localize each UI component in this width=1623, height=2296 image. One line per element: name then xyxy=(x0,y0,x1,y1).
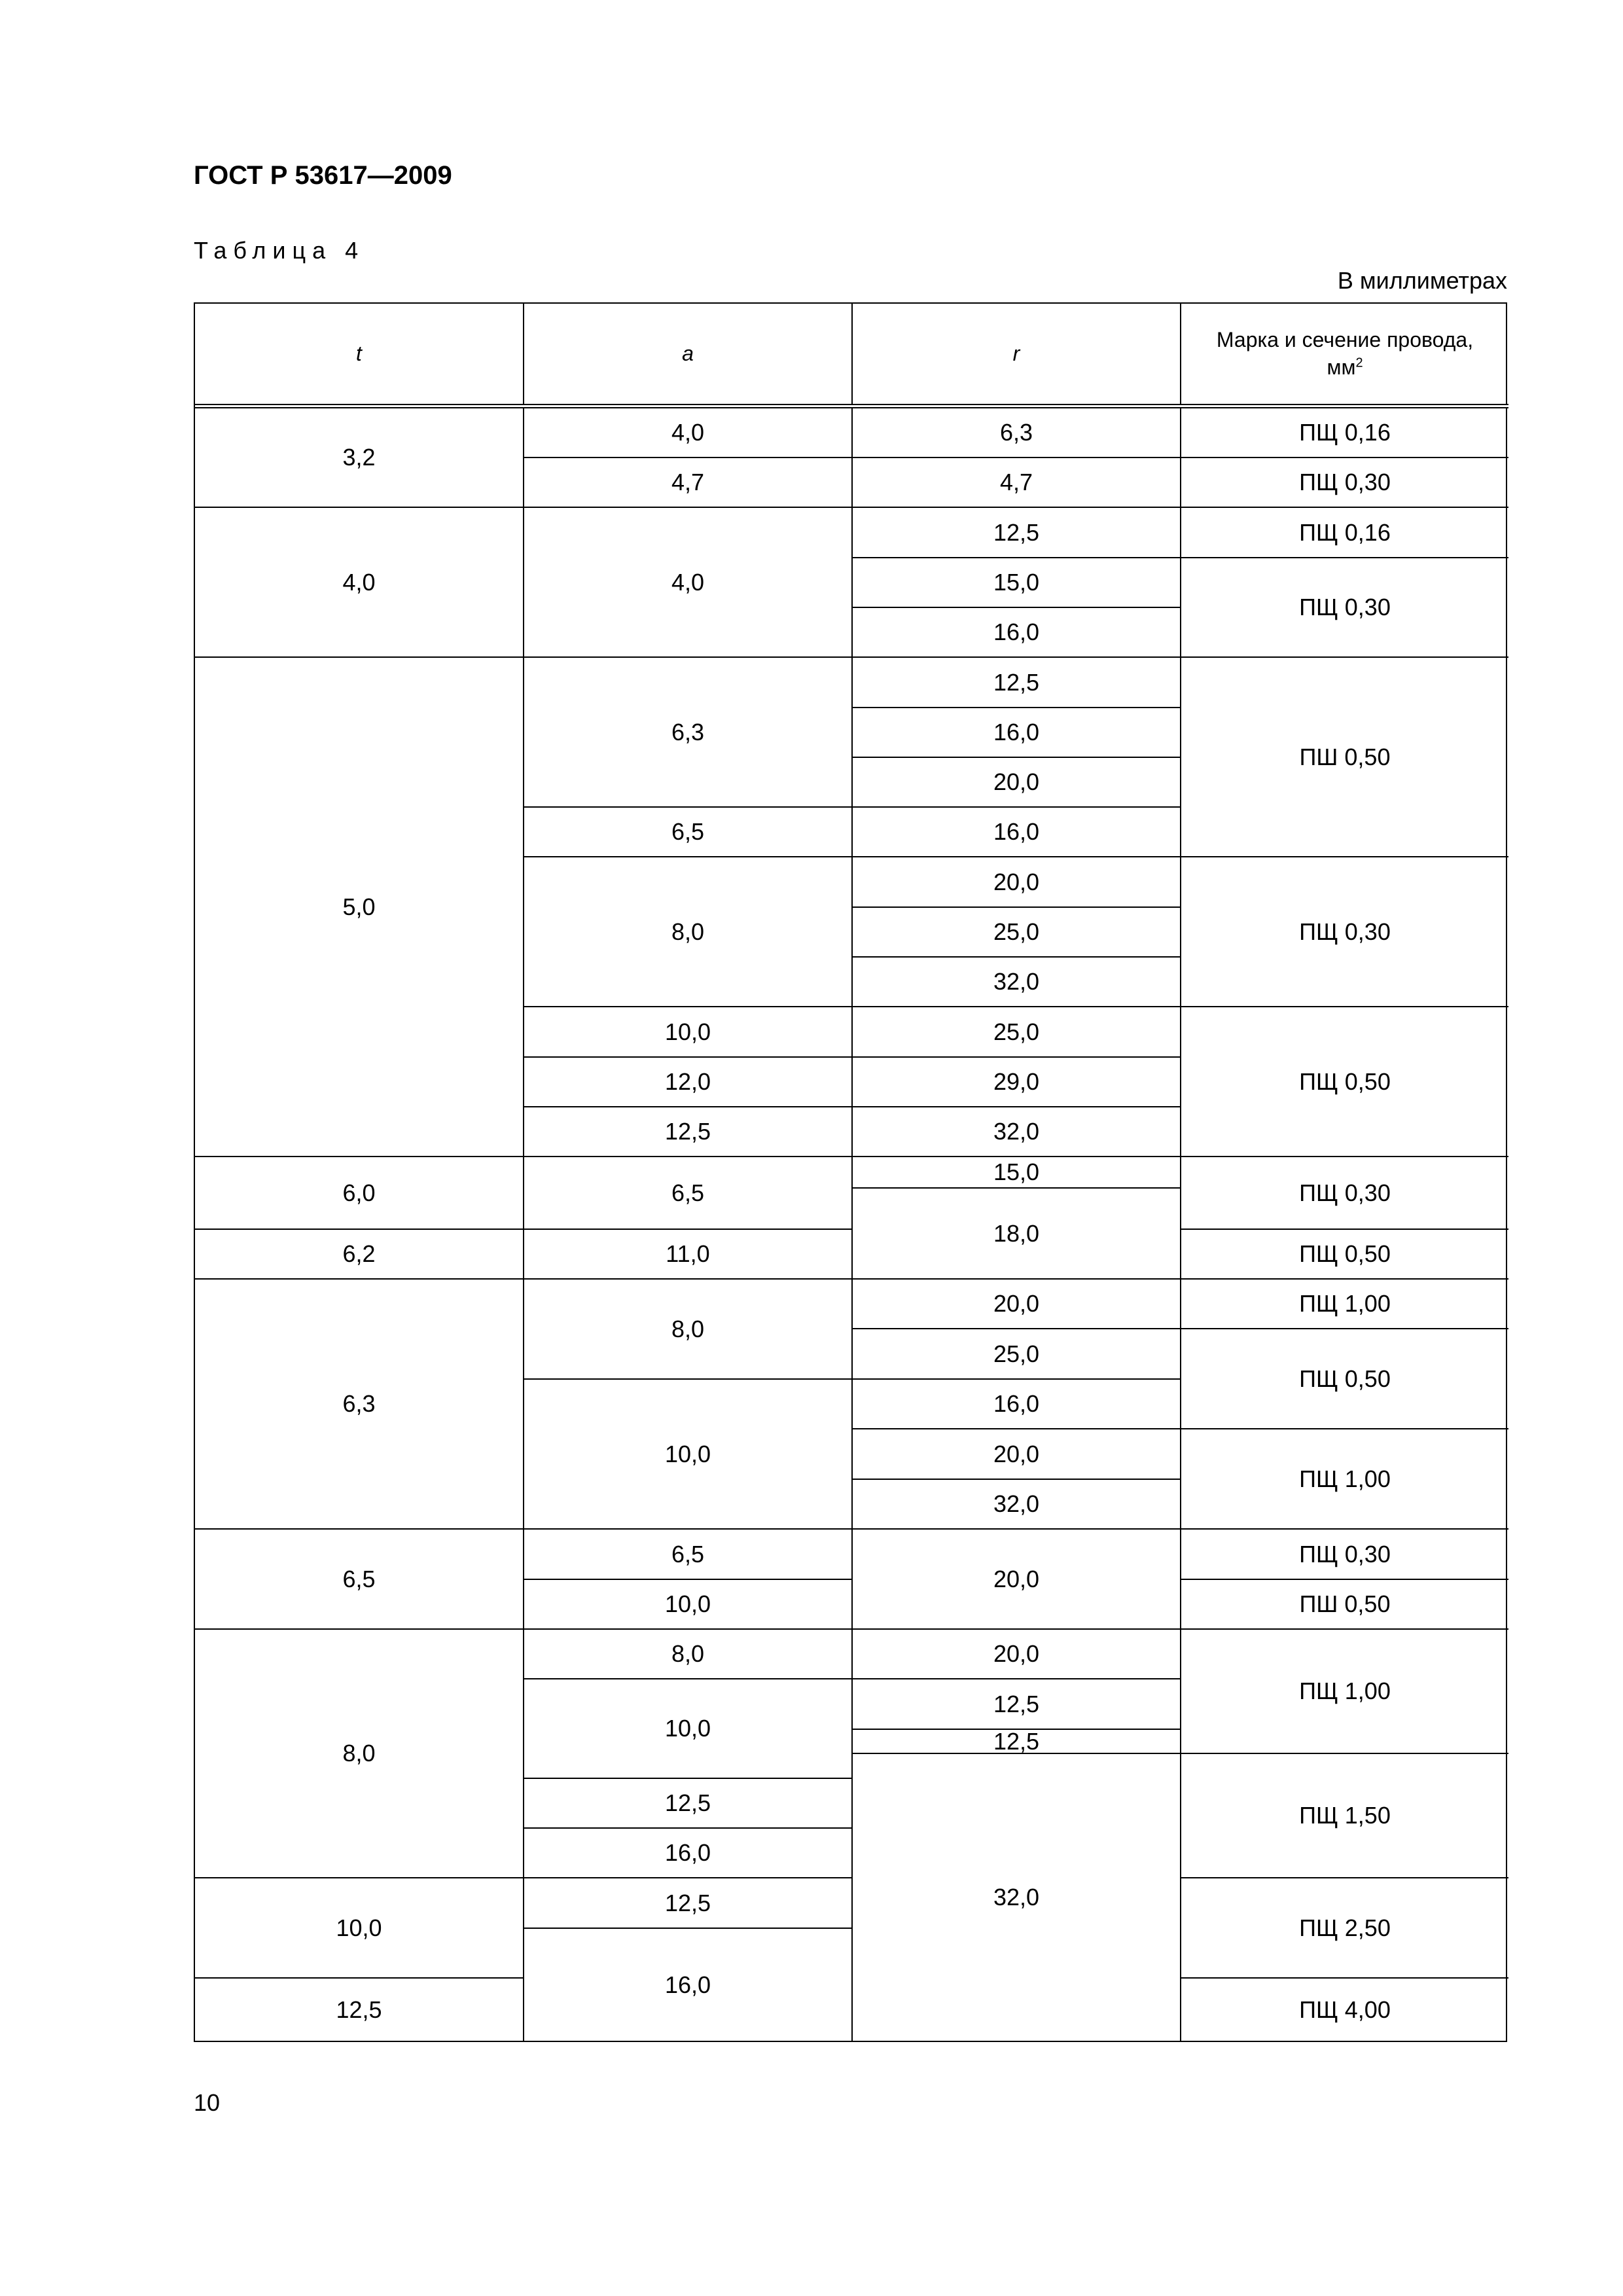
table-cell-a: 12,5 xyxy=(524,1779,853,1829)
table-cell-r: 32,0 xyxy=(853,1480,1181,1530)
table-cell-mark: ПЩ 0,50 xyxy=(1181,1230,1508,1280)
table-cell-mark: ПЩ 0,16 xyxy=(1181,508,1508,558)
table-cell-r: 12,5 xyxy=(853,508,1181,558)
table-cell-t: 12,5 xyxy=(195,1979,524,2041)
table-cell-a: 4,0 xyxy=(524,508,853,658)
table-cell-a: 12,5 xyxy=(524,1107,853,1157)
column-header-r: r xyxy=(853,304,1181,405)
table-cell-r: 12,5 xyxy=(853,658,1181,708)
table-cell-t: 10,0 xyxy=(195,1878,524,1979)
table-cell-a: 6,5 xyxy=(524,1157,853,1230)
table-cell-a: 6,3 xyxy=(524,658,853,808)
table-cell-t: 4,0 xyxy=(195,508,524,658)
table-cell-mark: ПЩ 1,50 xyxy=(1181,1754,1508,1878)
table-cell-t: 3,2 xyxy=(195,408,524,508)
table-cell-a: 8,0 xyxy=(524,1280,853,1380)
table-cell-a: 6,5 xyxy=(524,808,853,857)
table-cell-r: 20,0 xyxy=(853,1630,1181,1679)
table-cell-r: 18,0 xyxy=(853,1189,1181,1280)
table-cell-mark: ПЩ 0,16 xyxy=(1181,408,1508,458)
table-cell-r: 20,0 xyxy=(853,857,1181,908)
table-cell-a: 4,0 xyxy=(524,408,853,458)
table-cell-r: 16,0 xyxy=(853,1380,1181,1429)
units-note: В миллиметрах xyxy=(1337,267,1507,294)
table-cell-a: 8,0 xyxy=(524,1630,853,1679)
table-cell-mark: ПЩ 0,30 xyxy=(1181,558,1508,658)
table-cell-mark: ПШ 0,50 xyxy=(1181,658,1508,857)
table-cell-r: 15,0 xyxy=(853,1157,1181,1189)
column-header-a: a xyxy=(524,304,853,405)
page-number: 10 xyxy=(194,2089,221,2116)
table-cell-r: 20,0 xyxy=(853,1429,1181,1480)
column-header-mark-line1: Марка и сечение провода, xyxy=(1216,327,1474,351)
table-cell-mark: ПЩ 0,30 xyxy=(1181,1530,1508,1580)
table-cell-t: 8,0 xyxy=(195,1630,524,1878)
table-cell-r: 16,0 xyxy=(853,608,1181,658)
table-cell-mark: ПЩ 0,30 xyxy=(1181,857,1508,1007)
table-cell-a: 6,5 xyxy=(524,1530,853,1580)
table-cell-a: 4,7 xyxy=(524,458,853,508)
standard-title: ГОСТ Р 53617—2009 xyxy=(194,161,452,190)
data-table xyxy=(194,302,1507,2042)
table-cell-r: 4,7 xyxy=(853,458,1181,508)
table-cell-a: 8,0 xyxy=(524,857,853,1007)
column-header-mark-sup: 2 xyxy=(1355,355,1363,370)
table-cell-a: 11,0 xyxy=(524,1230,853,1280)
table-cell-a: 16,0 xyxy=(524,1929,853,2041)
table-cell-t: 6,2 xyxy=(195,1230,524,1280)
table-cell-mark: ПЩ 4,00 xyxy=(1299,1996,1391,2023)
table-cell-a: 12,5 xyxy=(524,1878,853,1929)
table-cell-r: 25,0 xyxy=(853,1007,1181,1058)
table-cell-t: 6,3 xyxy=(195,1280,524,1530)
table-cell-r: 12,5 xyxy=(853,1679,1181,1730)
table-cell-r: 20,0 xyxy=(853,1530,1181,1630)
table-cell-mark: ПЩ 2,50 xyxy=(1181,1878,1508,1979)
table-cell-r: 15,0 xyxy=(853,558,1181,608)
table-cell-mark: ПЩ 0,30 xyxy=(1181,1157,1508,1230)
table-cell-a: 10,0 xyxy=(524,1007,853,1058)
column-header-mark-line2 xyxy=(1327,354,1363,382)
table-cell-r: 20,0 xyxy=(853,758,1181,808)
table-cell-mark: ПЩ 1,00 xyxy=(1181,1280,1508,1329)
column-header-mark-unit: мм xyxy=(1327,355,1356,379)
table-cell-r: 16,0 xyxy=(853,708,1181,758)
table-caption: Таблица 4 xyxy=(194,237,365,264)
table-cell-r: 12,5 xyxy=(853,1730,1181,1754)
table-cell-a: 12,0 xyxy=(524,1058,853,1107)
table-cell-t: 5,0 xyxy=(195,658,524,1157)
table-cell-r: 20,0 xyxy=(853,1280,1181,1329)
table-cell-r: 25,0 xyxy=(853,1329,1181,1380)
column-header-mark xyxy=(1181,304,1508,405)
table-cell-mark: ПЩ 0,50 xyxy=(1181,1329,1508,1429)
table-cell-t: 6,0 xyxy=(195,1157,524,1230)
table-cell-t: 6,5 xyxy=(195,1530,524,1630)
table-cell-mark: ПЩ 0,50 xyxy=(1181,1007,1508,1157)
table-cell-mark: ПЩ 0,30 xyxy=(1181,458,1508,508)
table-cell-a: 10,0 xyxy=(524,1380,853,1530)
table-cell-r: 16,0 xyxy=(853,808,1181,857)
table-cell-r: 32,0 xyxy=(853,1754,1181,2041)
table-cell-a: 10,0 xyxy=(524,1679,853,1779)
column-header-t: t xyxy=(195,304,524,405)
table-cell-r: 32,0 xyxy=(853,1107,1181,1157)
table-cell-a: 10,0 xyxy=(524,1580,853,1630)
table-cell-r: 25,0 xyxy=(853,908,1181,958)
table-cell-r: 32,0 xyxy=(853,958,1181,1007)
table-cell-mark: ПЩ 1,00 xyxy=(1181,1630,1508,1754)
table-cell-r: 29,0 xyxy=(853,1058,1181,1107)
table-cell-mark: ПЩ 1,00 xyxy=(1181,1429,1508,1530)
table-cell-a: 16,0 xyxy=(524,1829,853,1878)
table-cell-r: 6,3 xyxy=(853,408,1181,458)
table-cell-mark: ПШ 0,50 xyxy=(1181,1580,1508,1630)
